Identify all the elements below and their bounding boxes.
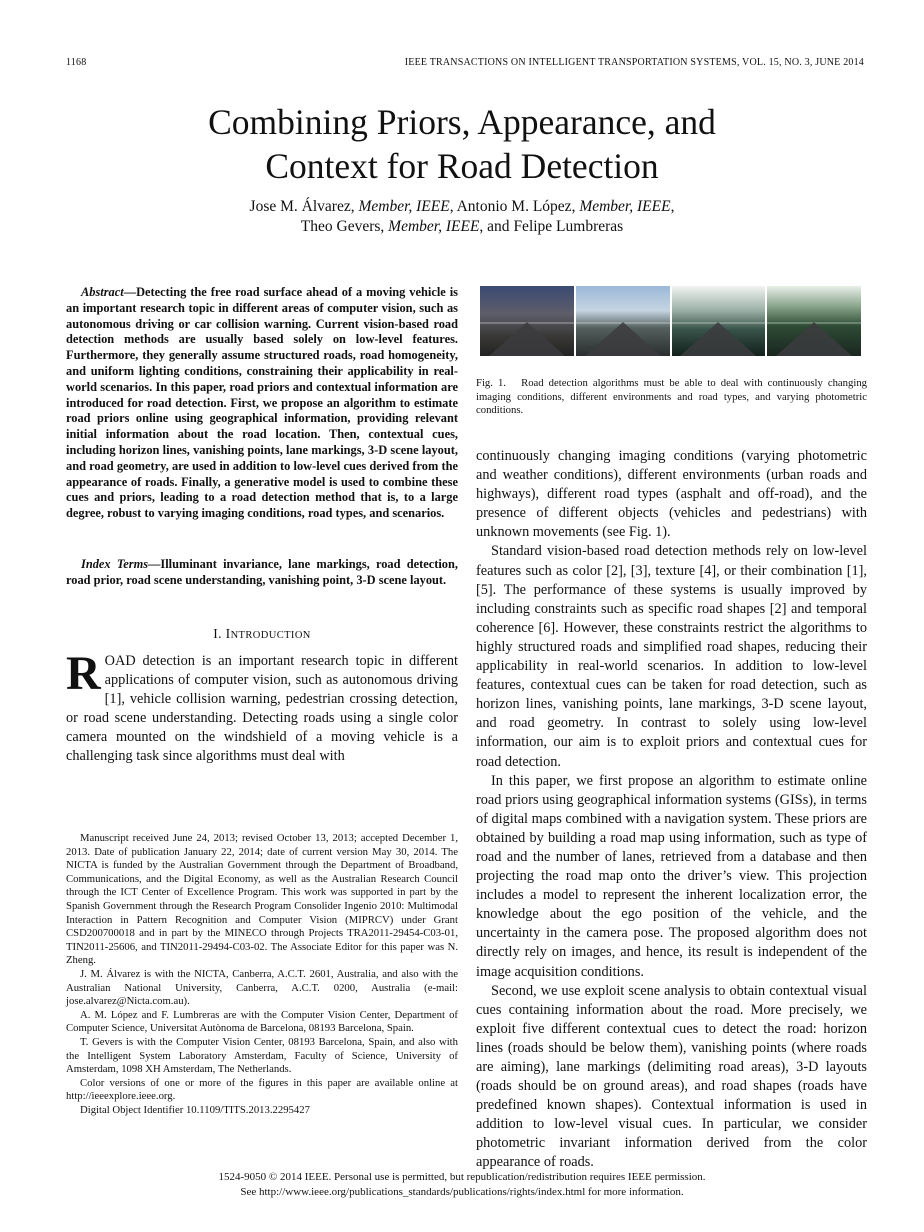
road-surface [680, 322, 756, 356]
footnotes [66, 832, 458, 1117]
author-separator: , and [479, 218, 514, 235]
road-scene-bright-image [672, 286, 766, 356]
road-scene-tunnel-image [576, 286, 670, 356]
author-list [0, 197, 924, 237]
caption-label: Fig. 1. [476, 377, 506, 389]
footer-line-2: See http://www.ieee.org/publications_standards/publications/rights/index.html for more information. [240, 1185, 684, 1198]
page-number: 1168 [66, 57, 87, 68]
right-column-text [476, 447, 867, 1173]
introduction-paragraph [66, 647, 458, 767]
index-terms-label: Index Terms [81, 557, 149, 571]
figure-1-images [480, 286, 861, 356]
figure-1-caption [476, 377, 867, 418]
footnote: J. M. Álvarez is with the NICTA, Canberra, A.C.T. 2601, Australia, and also with the Australian National University, Canberra, A.C.T. 0200, Australia (e-mail: jose.alvarez@Nicta.com.au). [66, 967, 458, 1008]
index-terms-text: Illuminant invariance, lane markings, road detection, road prior, road scene understanding, vanishing point, 3-D scene layout. [66, 557, 458, 587]
author-role: Member, IEEE [388, 218, 480, 235]
abstract-dash: — [123, 285, 137, 299]
author-line-1 [0, 197, 924, 217]
abstract [66, 285, 458, 522]
footnote: Digital Object Identifier 10.1109/TITS.2013.2295427 [80, 1103, 310, 1116]
footnote: Color versions of one or more of the figures in this paper are available online at http://ieeexplore.ieee.org. [66, 1076, 458, 1103]
footnote: A. M. López and F. Lumbreras are with the Computer Vision Center, Department of Computer Science, Universitat Autònoma de Barcelona, 08193 Barcelona, Spain. [66, 1008, 458, 1035]
paper-title [0, 100, 924, 188]
footer-line-1: 1524-9050 © 2014 IEEE. Personal use is permitted, but republication/redistribution requires IEEE permission. [218, 1171, 706, 1183]
index-terms [66, 557, 458, 589]
road-surface [585, 322, 661, 356]
author-separator: , [449, 198, 457, 215]
author-role: Member, IEEE [358, 198, 450, 215]
body-paragraph: In this paper, we first propose an algorithm to estimate online road priors using geographical information systems (GISs), in terms of digital maps combined with a navigation system. These priors are obtained by building a road map using information, such as type of road and the number of lanes, retrieved from a database and then projecting the road map onto the driver’s view. This projection includes a model to represent the inherent localization error, the knowledge about the ego position of the vehicle, and the uncertainty in the camera pose. The proposed algorithm does not directly rely on images, and hence, its result is independent of the image acquisition conditions. [476, 772, 867, 980]
author-separator: , [670, 198, 675, 215]
section-heading-rest: NTRODUCTION [230, 630, 311, 641]
drop-cap: R [66, 647, 101, 700]
author-name: Felipe Lumbreras [513, 218, 624, 235]
first-word: OAD [104, 653, 136, 669]
intro-body: detection is an important research topic in different applications of computer vision, such as autonomous driving [1], vehicle collision warning, pedestrian crossing detection, or road scene understanding. Detecting roads using a single color camera mounted on the windshield of a moving vehicle is a challenging task since algorithms must deal with [66, 653, 458, 765]
abstract-text: Detecting the free road surface ahead of a moving vehicle is an important research topic in different areas of computer vision, such as autonomous driving or car collision warning. Current vision-based road detection methods are usually based solely on low-level features. Furthermore, they generally assume structured roads, road homogeneity, and uniform lighting conditions, constraining their applicability in real-world scenarios. In this paper, road priors and contextual information are introduced for road detection. First, we propose an algorithm to estimate road priors online using geographical information, providing relevant initial information about the road location. Then, contextual cues, including horizon lines, vanishing points, lane markings, 3-D scene layout, and road geometry, are used in addition to low-level cues derived from the appearance of roads. Finally, a generative model is used to combine these cues and priors, leading to a road detection method that is, to a large degree, robust to varying imaging conditions, road types, and scenarios. [66, 285, 458, 521]
author-line-2 [0, 217, 924, 237]
author-separator: , [571, 198, 580, 215]
section-heading-initial: I [225, 626, 231, 641]
title-line-2: Context for Road Detection [265, 146, 659, 186]
author-name: Jose M. Álvarez [249, 198, 351, 215]
index-terms-paragraph [66, 557, 458, 589]
road-surface [776, 322, 852, 356]
body-paragraph: Second, we use exploit scene analysis to obtain contextual visual cues containing information about the road. More precisely, we exploit five different contextual cues to detect the road: horizon lines (roads should be below them), vanishing points (where roads are aiming), lane markings (delimiting road areas), 3-D layouts (roads should be on ground areas), and road shapes (roads have predefined known shapes). Contextual information is used in addition to low-level visual cues. In particular, we consider photometric invariant information derived from the color appearance of roads. [476, 982, 867, 1171]
footnote: Manuscript received June 24, 2013; revised October 13, 2013; accepted December 1, 2013. Date of publication January 22, 2014; date of current version May 30, 2014. The NICTA is funded by the Australian Government through the Department of Broadband, Communications, and the Digital Economy, as well as the Australian Research Council through the ICT Center of Excellence Program. This work was supported in part by the Spanish Government through the Research Program Consolider Ingenio 2010: Multimodal Interaction in Pattern Recognition and Computer Vision (MIPRCV) under Grant CSD200700018 and in part by the MINECO through Projects TRA2011-29454-C03-01, TIN2011-25606, and TIN2011-29494-C03-02. The Associate Editor for this paper was N. Zheng. [66, 832, 458, 967]
author-separator: , [380, 218, 389, 235]
copyright-footer [0, 1170, 924, 1199]
author-separator: , [350, 198, 359, 215]
index-terms-dash: — [148, 557, 161, 571]
section-heading-introduction [66, 626, 458, 642]
author-name: Theo Gevers [300, 218, 381, 235]
introduction-text [66, 647, 458, 767]
section-numeral: I. [213, 626, 226, 641]
abstract-paragraph [66, 285, 458, 522]
road-surface [489, 322, 565, 356]
author-role: Member, IEEE [579, 198, 671, 215]
road-scene-tree-lined-image [767, 286, 861, 356]
journal-header: IEEE TRANSACTIONS ON INTELLIGENT TRANSPORTATION SYSTEMS, VOL. 15, NO. 3, JUNE 2014 [404, 57, 864, 68]
footnote: T. Gevers is with the Computer Vision Center, 08193 Barcelona, Spain, and also with the Intelligent System Laboratory Amsterdam, Faculty of Science, University of Amsterdam, 1098 XH Amsterdam, The Netherlands. [66, 1035, 458, 1076]
body-paragraph: continuously changing imaging conditions (varying photometric and weather conditions), different environments (urban roads and highways), different road types (asphalt and off-road), and the presence of different objects (vehicles and pedestrians) with unknown movements (see Fig. 1). [476, 448, 867, 541]
road-scene-urban-image [480, 286, 574, 356]
caption-text: Road detection algorithms must be able to deal with continuously changing imaging conditions, different environments and road types, and varying photometric conditions. [476, 377, 868, 417]
abstract-label: Abstract [81, 285, 124, 299]
title-line-1: Combining Priors, Appearance, and [208, 102, 716, 142]
body-paragraph: Standard vision-based road detection methods rely on low-level features such as color [2], [3], texture [4], or their combination [1], [5]. The performance of these systems is usually improved by including constraints such as specific road shapes [2] and temporal coherence [6]. However, these constraints restrict the algorithms to highly structured roads and simplified road shapes, reducing their applicability in real-world scenarios. In addition to low-level features, contextual cues can be taken for road detection, such as horizon lines, vanishing points, lane markings, 3-D scene layout, and road geometry. In contrast to solely using low-level information, our aim is to exploit priors and contextual cues for road detection. [476, 543, 867, 770]
author-name: Antonio M. López [456, 198, 572, 215]
